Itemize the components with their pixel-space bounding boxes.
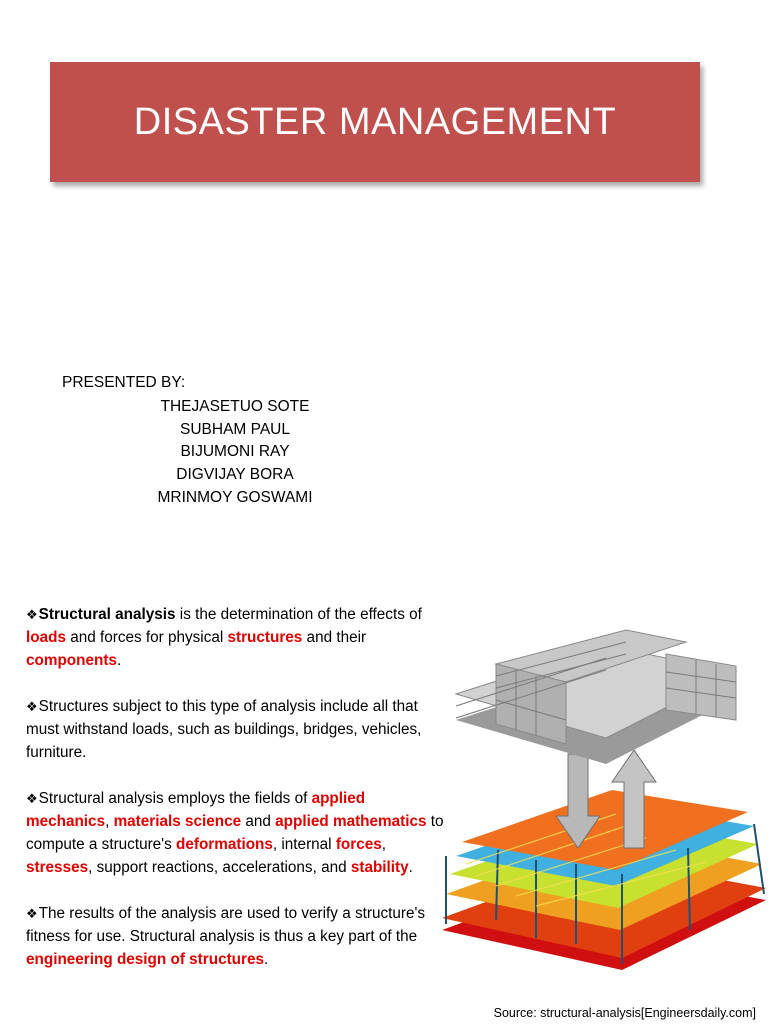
diamond-bullet-icon: ❖ (26, 791, 38, 806)
highlighted-term: forces (335, 836, 382, 853)
text-run: , internal (272, 836, 336, 853)
title-banner (50, 62, 700, 182)
text-run: and forces for physical (65, 629, 228, 646)
presenter-list (120, 396, 350, 510)
text-run: is the determination of the effects of (175, 606, 422, 623)
building-model-upper (456, 630, 736, 764)
diamond-bullet-icon: ❖ (26, 699, 38, 714)
highlighted-term: components (26, 652, 117, 669)
content-paragraph (26, 787, 452, 879)
text-run: , (381, 836, 386, 853)
text-run: . (264, 951, 269, 968)
highlighted-term: applied mathematics (275, 813, 427, 830)
highlighted-term: loads (26, 629, 66, 646)
presenter-name: SUBHAM PAUL (180, 420, 290, 438)
presented-by-label: PRESENTED BY: (62, 374, 186, 391)
text-run: . (408, 859, 413, 876)
text-run: , support reactions, accelerations, and (88, 859, 351, 876)
bold-term: Structural analysis (38, 606, 176, 623)
presenter-name: THEJASETUO SOTE (160, 398, 310, 415)
page-title: DISASTER MANAGEMENT (133, 100, 617, 143)
text-run: and their (302, 629, 367, 646)
structural-analysis-figure (436, 624, 768, 1006)
text-run: Structural analysis employs the fields of (38, 790, 312, 807)
content-paragraph (26, 695, 452, 764)
text-run: . (116, 652, 122, 669)
source-caption: Source: structural-analysis[Engineersdaily.com] (493, 1006, 756, 1020)
stress-model-lower (442, 790, 766, 970)
diamond-bullet-icon: ❖ (26, 906, 38, 921)
text-run: The results of the analysis are used to verify a structure's fitness for use. Structural analysis is thus a key part of the (26, 905, 426, 945)
highlighted-term: engineering design of structures (26, 951, 264, 968)
presenter-name: DIGVIJAY BORA (176, 466, 294, 484)
highlighted-term: stability (350, 859, 409, 876)
content-text (26, 603, 452, 971)
highlighted-term: structures (227, 629, 303, 646)
highlighted-term: stresses (26, 859, 89, 876)
text-run: Structures subject to this type of analysis include all that must withstand loads, such as buildings, bridges, vehicles, furniture. (26, 698, 422, 761)
text-run: to compute a structure's (26, 813, 444, 853)
highlighted-term: deformations (176, 836, 273, 853)
highlighted-term: materials science (113, 813, 242, 830)
diamond-bullet-icon: ❖ (26, 607, 38, 622)
presenter-name: MRINMOY GOSWAMI (157, 488, 313, 506)
content-paragraph (26, 603, 452, 672)
text-run: and (241, 813, 276, 830)
presenter-name: BIJUMONI RAY (180, 443, 290, 461)
text-run: , (105, 813, 114, 830)
highlighted-term: applied mechanics (26, 790, 366, 830)
content-paragraph (26, 902, 452, 971)
